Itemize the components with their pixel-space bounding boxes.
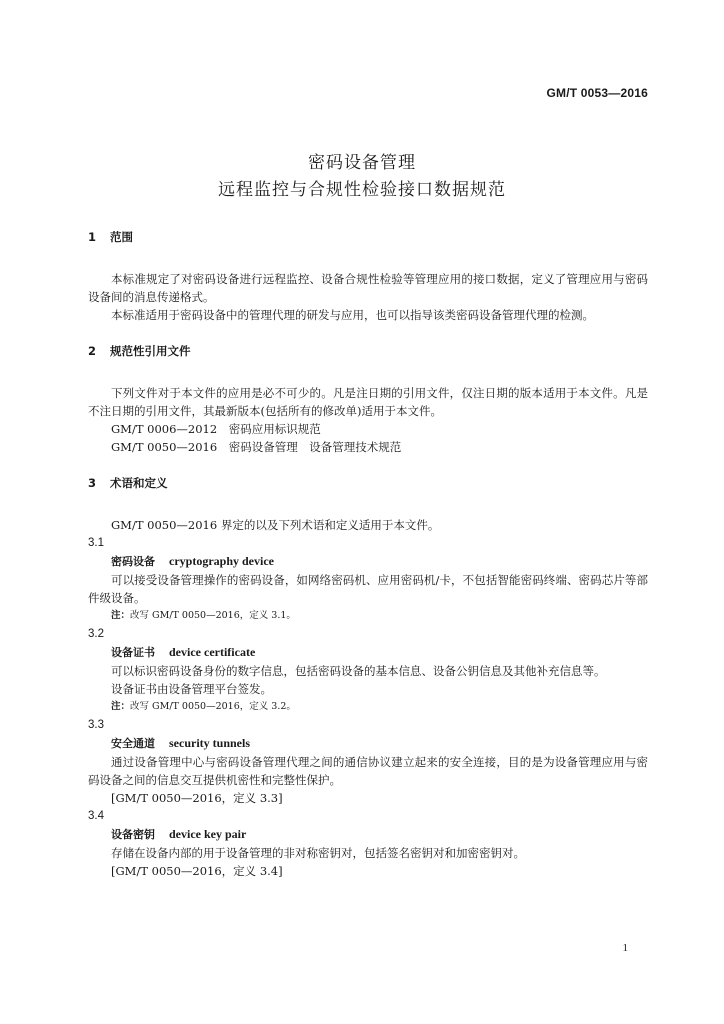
reference-item: GM/T 0050—2016 密码设备管理 设备管理技术规范 [111,440,402,454]
section-title: 术语和定义 [110,476,168,490]
term-en: device key pair [169,827,247,841]
term-heading [88,734,648,753]
term-en: cryptography device [169,554,274,568]
term-number: 3.3 [88,719,104,731]
references-paragraph: 下列文件对于本文件的应用是必不可少的。凡是注日期的引用文件，仅注日期的版本适用于本文件。凡是不注日期的引用文件，其最新版本(包括所有的修改单)适用于本文件。 [88,386,648,418]
note-text: 改写 GM/T 0050—2016，定义 3.2。 [130,701,296,712]
section-heading-normative-references [88,342,648,360]
term-definition: 可以接受设备管理操作的密码设备，如网络密码机、应用密码机/卡，不包括智能密码终端、密码芯片等部件级设备。 [88,573,648,605]
term-note [88,698,648,716]
term-zh: 设备证书 [111,646,155,659]
term-zh: 安全通道 [111,737,155,750]
note-label: 注： [111,701,131,712]
section-title: 范围 [110,230,134,244]
term-heading [88,825,648,844]
note-label: 注： [111,610,131,621]
term-zh: 密码设备 [111,555,155,568]
term-en: security tunnels [169,736,250,750]
document-title-line2: 远程监控与合规性检验接口数据规范 [218,180,506,200]
section-heading-scope [88,228,648,246]
note-text: 改写 GM/T 0050—2016，定义 3.1。 [130,610,296,621]
term-definition: 可以标识密码设备身份的数字信息，包括密码设备的基本信息、设备公钥信息及其他补充信息等。 [111,664,606,678]
term-definition: 通过设备管理中心与密码设备管理代理之间的通信协议建立起来的安全连接，目的是为设备管理应用与密码设备之间的信息交互提供机密性和完整性保护。 [88,755,648,787]
page-number: 1 [622,942,628,954]
term-heading [88,643,648,662]
term-number: 3.4 [88,810,104,822]
terms-intro: GM/T 0050—2016 界定的以及下列术语和定义适用于本文件。 [111,518,440,532]
term-note [88,607,648,625]
term-number: 3.2 [88,628,104,640]
scope-paragraph-1: 本标准规定了对密码设备进行远程监控、设备合规性检验等管理应用的接口数据，定义了管理应用与密码设备间的消息传递格式。 [88,272,648,304]
document-body [88,228,648,880]
section-heading-terms [88,474,648,492]
term-zh: 设备密钥 [111,828,155,841]
section-number: 1 [88,230,97,244]
standard-code: GM/T 0053—2016 [546,86,648,100]
section-title: 规范性引用文件 [110,344,191,358]
document-title-line1: 密码设备管理 [308,153,416,173]
term-heading [88,552,648,571]
scope-paragraph-2: 本标准适用于密码设备中的管理代理的研发与应用，也可以指导该类密码设备管理代理的检测。 [111,308,594,322]
section-number: 3 [88,476,97,490]
reference-item: GM/T 0006—2012 密码应用标识规范 [111,422,321,436]
term-definition-extra: 设备证书由设备管理平台签发。 [111,682,272,696]
term-en: device certificate [169,645,256,659]
section-number: 2 [88,344,97,358]
term-source: [GM/T 0050—2016，定义 3.4] [111,864,283,878]
term-definition: 存储在设备内部的用于设备管理的非对称密钥对，包括签名密钥对和加密密钥对。 [111,846,525,860]
term-source: [GM/T 0050—2016，定义 3.3] [111,791,283,805]
term-number: 3.1 [88,537,104,549]
